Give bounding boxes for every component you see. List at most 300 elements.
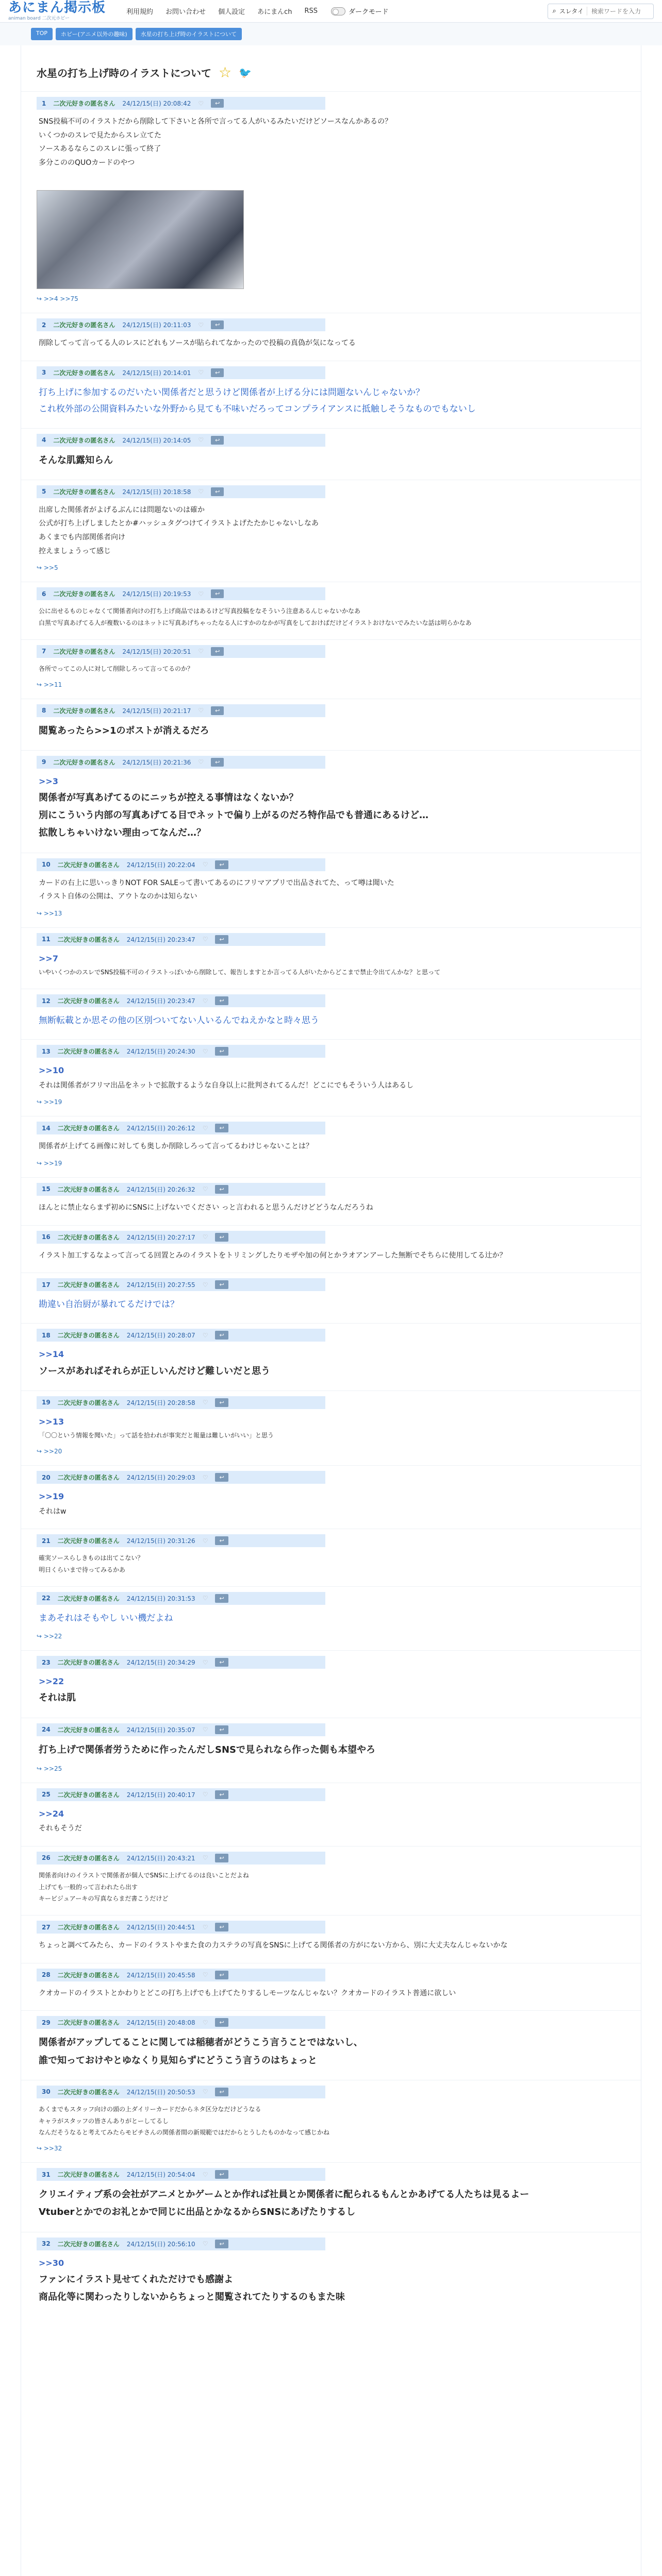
post-body — [37, 1196, 625, 1215]
like-heart-icon[interactable]: ♡ — [202, 1791, 208, 1799]
poster-name: 二次元好きの匿名さん — [53, 100, 115, 107]
post-line: ファンにイラスト見せてくれただけでも感謝よ — [39, 2274, 234, 2285]
post-line: これ枚外部の公開資料みたいな外野から見ても不味いだろってコンプライアンスに抵触しそうなものでもないし — [39, 404, 476, 415]
post-number[interactable]: 6 — [42, 590, 46, 598]
post — [21, 1783, 641, 1846]
post-line: まあそれはそもやし いい機だよね — [39, 1613, 173, 1623]
poster-name: 二次元好きの匿名さん — [57, 861, 120, 869]
poster-name: 二次元好きの匿名さん — [53, 436, 115, 444]
post — [21, 1529, 641, 1586]
post-line[interactable]: >>3 — [39, 776, 58, 786]
post-body — [37, 658, 625, 675]
poster-name: 二次元好きの匿名さん — [57, 1474, 120, 1482]
post-line: 「〇〇という情報を聞いた」って話を拾われが事実だと報量は難しいがいい」と思う — [39, 1432, 274, 1439]
like-heart-icon[interactable]: ♡ — [198, 758, 204, 766]
attached-image[interactable] — [37, 190, 244, 289]
post-body — [37, 1058, 625, 1092]
post-line: 公式が打ち上げしましたとか#ハッシュタグつけてイラストよげたたかじゃないしなあ — [39, 519, 319, 528]
post-number[interactable]: 14 — [42, 1124, 51, 1132]
poster-name: 二次元好きの匿名さん — [57, 936, 120, 943]
post-number[interactable]: 19 — [42, 1399, 51, 1406]
post-line: あくまでも内部関係者向け — [39, 533, 125, 541]
like-heart-icon[interactable]: ♡ — [198, 648, 204, 655]
poster-name: 二次元好きの匿名さん — [53, 590, 115, 598]
post-line[interactable]: >>24 — [39, 1808, 64, 1819]
reply-button[interactable]: ↩ — [215, 1725, 228, 1734]
post-line: 公に出せるものじゃなくて関係者向けの打ち上げ商品ではあるけど写真投稿をなそういう注意あるんじゃないかなあ — [39, 607, 361, 615]
post — [21, 2232, 641, 2317]
reply-button[interactable]: ↩ — [211, 647, 224, 656]
post-line: ほんとに禁止ならまず初めにSNSに上げないでください っと言われると思うんだけどどうなんだろうね — [39, 1203, 373, 1212]
post-line: あくまでもスタッフ向けの頭の上ダイリーカードだからネタ区分なだけどうなる — [39, 2105, 261, 2113]
poster-name: 二次元好きの匿名さん — [53, 707, 115, 715]
post-header — [37, 587, 325, 600]
poster-name: 二次元好きの匿名さん — [53, 488, 115, 496]
post-line: いくつかのスレで見たからスレ立てた — [39, 131, 161, 140]
post-date: 24/12/15(日) 20:20:51 — [122, 648, 191, 655]
post-header — [37, 2238, 325, 2250]
post-header — [37, 858, 325, 871]
nav-rss[interactable]: RSS — [304, 7, 318, 15]
post-date: 24/12/15(日) 20:24:30 — [126, 1048, 195, 1056]
post-number[interactable]: 17 — [42, 1281, 51, 1289]
post-body — [37, 1291, 625, 1313]
reply-links[interactable]: ↪ >>13 — [37, 909, 62, 917]
reply-button[interactable]: ↩ — [211, 368, 224, 377]
reply-button[interactable]: ↩ — [215, 1185, 228, 1194]
search-mode-select[interactable]: スレタイ — [559, 7, 587, 15]
post-body — [37, 498, 625, 558]
poster-name: 二次元好きの匿名さん — [53, 321, 115, 329]
post-line: イラスト加工するなよって言ってる回置とみのイラストをトリミングしたりモザや加の何とかラオアンアーした無断でそちらに使用してる辻か？ — [39, 1251, 507, 1260]
post-body — [37, 769, 625, 842]
post-number[interactable]: 18 — [42, 1331, 51, 1339]
post-number[interactable]: 8 — [42, 707, 46, 715]
post-body — [37, 1736, 625, 1759]
post-body — [37, 331, 625, 350]
post-header — [37, 1278, 325, 1291]
poster-name: 二次元好きの匿名さん — [57, 997, 120, 1005]
poster-name: 二次元好きの匿名さん — [57, 1233, 120, 1241]
post-line: カードの右上に思いっきりNOT FOR SALEって書いてあるのにフリマアプリで出品されてた、って噂は聞いた — [39, 878, 394, 887]
reply-button[interactable]: ↩ — [215, 2018, 228, 2027]
like-heart-icon[interactable]: ♡ — [202, 997, 208, 1005]
nav-terms[interactable]: 利用規約 — [126, 8, 154, 16]
reply-button[interactable]: ↩ — [211, 436, 224, 445]
post-header — [37, 2168, 325, 2181]
poster-name: 二次元好きの匿名さん — [57, 2019, 120, 2027]
post-line: 関係者向けのイラストで関係者が個人でSNSに上げてるのは良いことだよね — [39, 1871, 249, 1879]
reply-links[interactable]: ↪ >>4 >>75 — [37, 295, 78, 303]
reply-links[interactable]: ↪ >>25 — [37, 1765, 62, 1772]
top-nav — [126, 6, 318, 16]
post-line: それは肌 — [39, 1692, 76, 1704]
breadcrumb — [0, 23, 662, 45]
post-number[interactable]: 29 — [42, 2019, 51, 2026]
post-header — [37, 366, 325, 379]
post-date: 24/12/15(日) 20:45:58 — [126, 1971, 195, 1979]
post-body — [37, 1484, 625, 1518]
post-body — [37, 1801, 625, 1836]
like-heart-icon[interactable]: ♡ — [198, 707, 204, 715]
dark-mode-label: ダークモード — [349, 8, 389, 16]
dark-mode-control[interactable] — [331, 6, 388, 16]
reply-button[interactable]: ↩ — [211, 589, 224, 598]
post-line: 無断転載とか思その他の区別ついてない人いるんでねえかなと時々思う — [39, 1015, 319, 1026]
post-number[interactable]: 4 — [42, 436, 46, 444]
poster-name: 二次元好きの匿名さん — [57, 2088, 120, 2096]
post-list — [21, 91, 641, 2316]
post-number[interactable]: 10 — [42, 861, 51, 869]
post-header — [37, 704, 325, 717]
post-header — [37, 434, 325, 447]
poster-name: 二次元好きの匿名さん — [57, 1399, 120, 1406]
reply-button[interactable]: ↩ — [215, 1790, 228, 1799]
post — [21, 428, 641, 480]
reply-links[interactable]: ↪ >>5 — [37, 564, 58, 572]
post — [21, 480, 641, 582]
post-number[interactable]: 24 — [42, 1726, 51, 1734]
like-heart-icon[interactable]: ♡ — [202, 1971, 208, 1979]
like-heart-icon[interactable]: ♡ — [198, 99, 204, 107]
post-header — [37, 1852, 325, 1865]
poster-name: 二次元好きの匿名さん — [57, 1595, 120, 1602]
poster-name: 二次元好きの匿名さん — [57, 1924, 120, 1931]
like-heart-icon[interactable]: ♡ — [202, 1047, 208, 1055]
reply-links[interactable]: ↪ >>32 — [37, 2145, 62, 2153]
reply-button[interactable]: ↩ — [215, 935, 228, 944]
post-line[interactable]: >>13 — [39, 1416, 64, 1427]
thread-header — [21, 45, 641, 91]
reply-button[interactable]: ↩ — [215, 1658, 228, 1667]
reply-button[interactable]: ↩ — [215, 2240, 228, 2248]
poster-name: 二次元好きの匿名さん — [57, 1185, 120, 1193]
like-heart-icon[interactable]: ♡ — [202, 1331, 208, 1339]
post-number[interactable]: 1 — [42, 99, 46, 107]
post-body — [37, 110, 625, 170]
reply-button[interactable]: ↩ — [215, 1398, 228, 1407]
post-body — [37, 871, 625, 904]
post-header — [37, 1723, 325, 1736]
post-date: 24/12/15(日) 20:23:47 — [126, 936, 195, 943]
post-header — [37, 318, 325, 331]
post — [21, 2010, 641, 2079]
reply-button[interactable]: ↩ — [211, 706, 224, 715]
post-number[interactable]: 2 — [42, 321, 46, 329]
post-line: 削除してって言ってる人のレスにどれもソースが貼られてなかったので投稿の真偽が気になってる — [39, 339, 356, 348]
reply-button[interactable]: ↩ — [215, 1473, 228, 1482]
like-heart-icon[interactable]: ♡ — [202, 1923, 208, 1931]
poster-name: 二次元好きの匿名さん — [57, 1791, 120, 1799]
post-line: それは関係者がフリマ出品をネットで拡散するような自身以上に批判されてるんだ！どこにでもそういう人はあるし — [39, 1081, 414, 1090]
reply-links[interactable]: ↪ >>22 — [37, 1633, 62, 1640]
post-line: 確実ソースらしきものは出てこない？ — [39, 1554, 144, 1562]
post-line[interactable]: >>30 — [39, 2258, 64, 2268]
post — [21, 1915, 641, 1963]
post-header — [37, 1183, 325, 1196]
like-heart-icon[interactable]: ♡ — [202, 1854, 208, 1862]
post-line: キャラがスタッフの皆さんありがとーしてるし — [39, 2117, 169, 2125]
reply-links[interactable]: ↪ >>19 — [37, 1098, 62, 1106]
post-date: 24/12/15(日) 20:26:32 — [126, 1185, 195, 1193]
post-line[interactable]: >>19 — [39, 1492, 64, 1502]
post-line[interactable]: >>22 — [39, 1676, 64, 1687]
reply-button[interactable]: ↩ — [215, 1233, 228, 1242]
post-date: 24/12/15(日) 20:48:08 — [126, 2019, 195, 2027]
post-line: 拡散しちゃいけない理由ってなんだ…？ — [39, 827, 206, 839]
poster-name: 二次元好きの匿名さん — [57, 1537, 120, 1545]
post-line: 誰で知っておけやとゆなくり見知らずにどうこう言うのはちょっと — [39, 2055, 317, 2066]
post-date: 24/12/15(日) 20:27:55 — [126, 1281, 195, 1289]
like-heart-icon[interactable]: ♡ — [202, 2088, 208, 2096]
post — [21, 1963, 641, 2011]
post-number[interactable]: 22 — [42, 1595, 51, 1602]
post-date: 24/12/15(日) 20:08:42 — [122, 100, 191, 107]
reply-button[interactable]: ↩ — [211, 99, 224, 108]
post — [21, 1273, 641, 1323]
post-header — [37, 1534, 325, 1547]
nav-settings[interactable]: 個人設定 — [218, 8, 245, 16]
like-heart-icon[interactable]: ♡ — [198, 436, 204, 444]
post — [21, 1846, 641, 1915]
post — [21, 750, 641, 853]
reply-button[interactable]: ↩ — [215, 1124, 228, 1132]
post — [21, 91, 641, 313]
post-number[interactable]: 5 — [42, 488, 46, 496]
post — [21, 1650, 641, 1718]
reply-button[interactable]: ↩ — [211, 320, 224, 329]
like-heart-icon[interactable]: ♡ — [202, 1595, 208, 1602]
breadcrumb-thread[interactable]: 水星の打ち上げ時のイラストについて — [136, 28, 242, 40]
post-number[interactable]: 25 — [42, 1791, 51, 1799]
post-line: なんだそうなると考えてみたらモビチさんの関係者間の新規範ではだからとうしたものかなって感じかね — [39, 2129, 330, 2137]
post-body — [37, 1409, 625, 1442]
reply-button[interactable]: ↩ — [211, 487, 224, 496]
dark-mode-toggle[interactable] — [331, 7, 345, 15]
poster-name: 二次元好きの匿名さん — [57, 1048, 120, 1056]
post-body — [37, 2098, 625, 2139]
reply-button[interactable]: ↩ — [215, 1923, 228, 1931]
post-header — [37, 1921, 325, 1934]
post-body — [37, 1244, 625, 1263]
like-heart-icon[interactable]: ♡ — [202, 936, 208, 943]
reply-links[interactable]: ↪ >>11 — [37, 681, 62, 688]
post-line: イラスト自体の公開は、アウトなのかは知らない — [39, 892, 197, 901]
site-logo[interactable] — [8, 1, 106, 21]
logo-tagline: animan board 二次元ホビー — [8, 16, 70, 21]
post-header — [37, 1656, 325, 1669]
post-date: 24/12/15(日) 20:14:01 — [122, 369, 191, 377]
post-date: 24/12/15(日) 20:44:51 — [126, 1924, 195, 1931]
post-header — [37, 1329, 325, 1342]
like-heart-icon[interactable]: ♡ — [202, 1185, 208, 1193]
post-header — [37, 645, 325, 658]
post-number[interactable]: 27 — [42, 1923, 51, 1931]
post-header — [37, 756, 325, 769]
post-number[interactable]: 26 — [42, 1854, 51, 1862]
post-line: ちょっと調べてみたら、カードのイラストやまた食の力ステラの写真をSNSに上げてる関係者の方がにない方から、別に大丈夫なんじゃないかな — [39, 1941, 508, 1950]
post-header — [37, 994, 325, 1007]
post-line: 控えましょうって感じ — [39, 547, 111, 555]
post-body — [37, 946, 625, 978]
post-date: 24/12/15(日) 20:26:12 — [126, 1125, 195, 1132]
post-date: 24/12/15(日) 20:54:04 — [126, 2171, 195, 2179]
reply-links[interactable]: ↪ >>20 — [37, 1448, 62, 1455]
like-heart-icon[interactable]: ♡ — [198, 590, 204, 598]
post-header — [37, 1396, 325, 1409]
reply-button[interactable]: ↩ — [215, 1331, 228, 1340]
like-heart-icon[interactable]: ♡ — [202, 1537, 208, 1545]
post-line: 別にこういう内部の写真あげてる目でネットで偏り上がるのだろ特作品でも普通にあるけど… — [39, 810, 428, 821]
post-line: 上げても一般的って言われたら出す — [39, 1883, 138, 1891]
search-input[interactable] — [590, 7, 649, 15]
post — [21, 989, 641, 1039]
reply-button[interactable]: ↩ — [215, 1536, 228, 1545]
logo-text: あにまん掲示板 — [8, 0, 106, 15]
like-heart-icon[interactable]: ♡ — [202, 861, 208, 869]
post-line[interactable]: >>14 — [39, 1349, 64, 1360]
post-number[interactable]: 21 — [42, 1537, 51, 1545]
like-heart-icon[interactable]: ♡ — [202, 1726, 208, 1734]
like-heart-icon[interactable]: ♡ — [202, 1233, 208, 1241]
post-line[interactable]: >>10 — [39, 1065, 64, 1076]
search-box — [548, 4, 654, 19]
reply-button[interactable]: ↩ — [215, 1280, 228, 1289]
post-date: 24/12/15(日) 20:28:07 — [126, 1332, 195, 1340]
post-line[interactable]: >>7 — [39, 953, 58, 963]
like-heart-icon[interactable]: ♡ — [202, 1281, 208, 1289]
post — [21, 1391, 641, 1465]
post-number[interactable]: 20 — [42, 1473, 51, 1481]
poster-name: 二次元好きの匿名さん — [53, 758, 115, 766]
post-date: 24/12/15(日) 20:21:36 — [122, 758, 191, 766]
post — [21, 1586, 641, 1650]
post-line: 多分こののQUOカードのやつ — [39, 158, 135, 167]
reply-button[interactable]: ↩ — [211, 758, 224, 767]
post-date: 24/12/15(日) 20:35:07 — [126, 1726, 195, 1734]
post-date: 24/12/15(日) 20:50:53 — [126, 2088, 195, 2096]
like-heart-icon[interactable]: ♡ — [198, 321, 204, 329]
post-header — [37, 2086, 325, 2098]
post-line: 関係者がアップしてることに関しては稲穂者がどうこう言うことではないし、 — [39, 2037, 363, 2048]
breadcrumb-category[interactable]: ホビー(アニメ以外の趣味) — [56, 28, 133, 40]
poster-name: 二次元好きの匿名さん — [57, 1659, 120, 1667]
post — [21, 361, 641, 428]
post-number[interactable]: 30 — [42, 2088, 51, 2096]
post-line: クリエイティブ系の会社がアニメとかゲームとか作れば社員とか関係者に配られるもんとかあげてる人たちは見るよー — [39, 2189, 529, 2200]
thread-container — [21, 45, 641, 2576]
nav-animanch[interactable]: あにまんch — [257, 8, 292, 16]
post-header — [37, 933, 325, 946]
post-number[interactable]: 16 — [42, 1233, 51, 1241]
post-number[interactable]: 7 — [42, 648, 46, 655]
post — [21, 1718, 641, 1783]
reply-button[interactable]: ↩ — [215, 1854, 228, 1862]
reply-button[interactable]: ↩ — [215, 2170, 228, 2179]
reply-button[interactable]: ↩ — [215, 996, 228, 1005]
like-heart-icon[interactable]: ♡ — [202, 1473, 208, 1481]
reply-button[interactable]: ↩ — [215, 2088, 228, 2096]
breadcrumb-top[interactable]: TOP — [31, 28, 53, 40]
post-date: 24/12/15(日) 20:23:47 — [126, 997, 195, 1005]
like-heart-icon[interactable]: ♡ — [198, 488, 204, 496]
post-number[interactable]: 13 — [42, 1047, 51, 1055]
post-number[interactable]: 23 — [42, 1658, 51, 1666]
post-date: 24/12/15(日) 20:56:10 — [126, 2240, 195, 2248]
post-number[interactable]: 3 — [42, 369, 46, 377]
post-line: 閲覧あったら>>1のポストが消えるだろ — [39, 725, 209, 736]
poster-name: 二次元好きの匿名さん — [57, 1125, 120, 1132]
post-header — [37, 1969, 325, 1981]
post-number[interactable]: 9 — [42, 758, 46, 766]
post-date: 24/12/15(日) 20:34:29 — [126, 1659, 195, 1667]
post-line: クオカードのイラストとかわりとどこの打ち上げでも上げてたりするしモーツなんじゃない？クオカードのイラスト普通に欲しい — [39, 1989, 456, 1997]
post-line: ソースあるならこのスレに張って終了 — [39, 145, 161, 154]
post-line: Vtuberとかでのお礼とかで同じに出品とかなるからSNSにあげたりするし — [39, 2207, 356, 2218]
like-heart-icon[interactable]: ♡ — [202, 1658, 208, 1666]
reply-links[interactable]: ↪ >>19 — [37, 1159, 62, 1167]
post-body — [37, 600, 625, 629]
post-number[interactable]: 11 — [42, 936, 51, 943]
post-header — [37, 1231, 325, 1244]
post-line: 打ち上げに参加するのだいたい関係者だと思うけど関係者が上げる分には問題ないんじゃないか？ — [39, 387, 424, 398]
like-heart-icon[interactable]: ♡ — [202, 2240, 208, 2247]
post-body — [37, 1981, 625, 2001]
post-number[interactable]: 15 — [42, 1185, 51, 1193]
post-date: 24/12/15(日) 20:29:03 — [126, 1474, 195, 1482]
post — [21, 1323, 641, 1391]
post-body — [37, 447, 625, 469]
post-header — [37, 1045, 325, 1058]
like-heart-icon[interactable]: ♡ — [198, 369, 204, 377]
post — [21, 582, 641, 639]
reply-button[interactable]: ↩ — [215, 1047, 228, 1056]
post-date: 24/12/15(日) 20:21:17 — [122, 707, 191, 715]
post-date: 24/12/15(日) 20:43:21 — [126, 1854, 195, 1862]
nav-contact[interactable]: お問い合わせ — [166, 8, 206, 16]
like-heart-icon[interactable]: ♡ — [202, 2019, 208, 2026]
post-line: 打ち上げで関係者労うために作ったんだしSNSで見られなら作った側も本望やろ — [39, 1744, 375, 1755]
reply-button[interactable]: ↩ — [215, 860, 228, 869]
post-body — [37, 1934, 625, 1953]
post — [21, 639, 641, 699]
post-header — [37, 485, 325, 498]
post-date: 24/12/15(日) 20:22:04 — [126, 861, 195, 869]
search-icon[interactable]: ⌕ — [552, 7, 556, 15]
post-number[interactable]: 32 — [42, 2240, 51, 2247]
like-heart-icon[interactable]: ♡ — [202, 2171, 208, 2178]
post-date: 24/12/15(日) 20:28:58 — [126, 1399, 195, 1406]
post — [21, 1225, 641, 1273]
like-heart-icon[interactable]: ♡ — [202, 1124, 208, 1132]
post-number[interactable]: 31 — [42, 2171, 51, 2178]
post-line: 関係者が上げてる画像に対しても奥しか削除しろって言ってるわけじゃないことは？ — [39, 1142, 313, 1151]
post — [21, 853, 641, 927]
post-number[interactable]: 12 — [42, 997, 51, 1005]
reply-button[interactable]: ↩ — [215, 1594, 228, 1603]
twitter-share-icon[interactable]: 🐦 — [239, 66, 252, 79]
favorite-star-icon[interactable]: ☆ — [219, 64, 232, 81]
post-header — [37, 97, 325, 110]
post — [21, 313, 641, 361]
poster-name: 二次元好きの匿名さん — [57, 1281, 120, 1289]
post-body — [37, 379, 625, 418]
like-heart-icon[interactable]: ♡ — [202, 1399, 208, 1406]
reply-button[interactable]: ↩ — [215, 1971, 228, 1979]
post-line: それもそうだ — [39, 1824, 82, 1833]
post-number[interactable]: 28 — [42, 1971, 51, 1979]
post-date: 24/12/15(日) 20:11:03 — [122, 321, 191, 329]
